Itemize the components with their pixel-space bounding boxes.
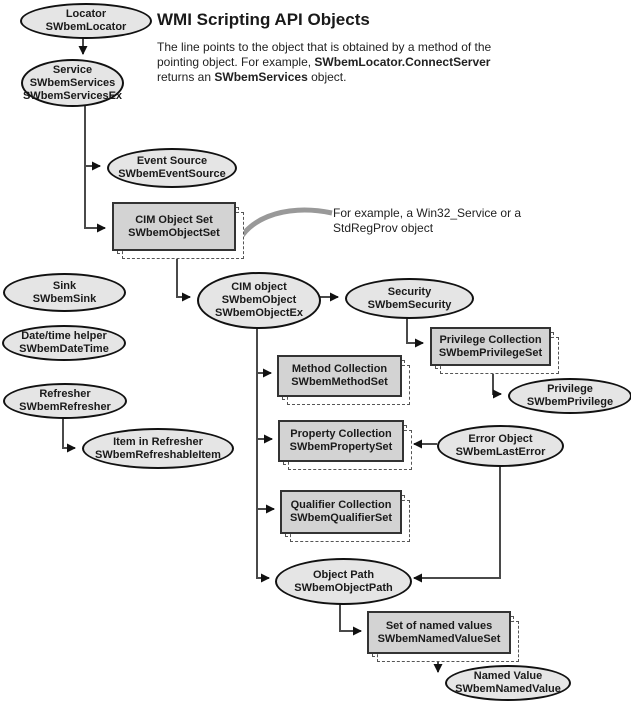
connector-refresher-item	[63, 415, 75, 448]
node-label: Set of named values	[385, 619, 493, 632]
node-class: SWbemObjectSet	[128, 226, 220, 239]
node-label: Named Value	[473, 670, 543, 682]
annotation-text: For example, a Win32_Service or a StdRegProv object	[333, 206, 522, 235]
node-class: SWbemPrivilege	[526, 396, 614, 408]
node-label: Method Collection	[291, 363, 388, 375]
node-named-value-set	[367, 611, 511, 654]
node-label: Error Object	[468, 433, 533, 445]
node-method-collection	[277, 355, 402, 397]
node-privilege	[508, 378, 631, 414]
node-label: Privilege	[547, 383, 593, 395]
page-title: WMI Scripting API Objects	[157, 10, 370, 29]
description-bold: SWbemLocator.ConnectServer	[314, 55, 491, 69]
node-privilege-collection	[430, 327, 551, 366]
node-label: CIM object	[231, 281, 287, 293]
node-class: SWbemDateTime	[19, 343, 109, 355]
node-label: Locator	[65, 8, 107, 20]
node-label: Event Source	[136, 155, 208, 167]
node-class: SWbemPrivilegeSet	[438, 346, 543, 359]
node-class: SWbemMethodSet	[291, 376, 388, 388]
node-refresher	[3, 383, 127, 419]
node-object-path	[275, 558, 412, 605]
node-item-in-refresher	[82, 428, 234, 469]
node-label: Qualifier Collection	[290, 499, 392, 511]
node-class: SWbemObjectEx	[214, 307, 304, 319]
node-error-object	[437, 425, 564, 467]
node-label: Security	[387, 285, 432, 298]
connector-errorobject-objectpath	[414, 464, 500, 578]
connector-security-privilegecollection	[407, 316, 423, 343]
node-cim-object	[197, 272, 321, 329]
node-class: SWbemNamedValueSet	[377, 632, 501, 645]
node-class: SWbemRefresher	[19, 401, 111, 413]
node-class: SWbemEventSource	[118, 168, 226, 180]
node-class: SWbemObject	[221, 294, 297, 306]
node-class: SWbemServicesEx	[22, 89, 123, 102]
node-label: Date/time helper	[21, 330, 107, 342]
node-class: SWbemSecurity	[367, 298, 452, 311]
node-class: SWbemLocator	[45, 21, 127, 33]
node-named-value	[445, 665, 571, 701]
node-label: Property Collection	[290, 428, 392, 440]
node-event-source	[107, 148, 237, 188]
description	[157, 40, 519, 85]
description-text: returns an	[157, 70, 215, 84]
node-class: SWbemSink	[32, 292, 97, 305]
node-label: Item in Refresher	[113, 435, 203, 448]
node-class: SWbemServices	[29, 76, 116, 89]
node-class: SWbemPropertySet	[289, 441, 393, 453]
connector-objectpath-namedvalueset	[340, 601, 361, 631]
node-sink	[3, 273, 126, 312]
node-qualifier-collection	[280, 490, 402, 534]
node-class: SWbemNamedValue	[455, 683, 561, 695]
node-property-collection	[278, 420, 404, 462]
node-label: Privilege Collection	[439, 333, 542, 346]
description-text: object.	[307, 70, 347, 84]
description-bold: SWbemServices	[214, 70, 308, 84]
connector-cimobject-objectpath	[257, 326, 269, 578]
node-cim-object-set	[112, 202, 236, 251]
node-class: SWbemObjectPath	[294, 581, 393, 594]
node-class: SWbemRefreshableItem	[95, 448, 221, 461]
node-class: SWbemQualifierSet	[289, 512, 393, 524]
node-class: SWbemLastError	[455, 446, 546, 458]
description-text: The line points to the object that is obtained by a method of the pointing object. For example,	[157, 40, 492, 69]
node-security	[345, 278, 474, 319]
node-label: Service	[52, 63, 93, 76]
node-locator	[20, 3, 152, 39]
node-datetime-helper	[2, 325, 126, 361]
node-label: Sink	[52, 279, 77, 292]
node-label: CIM Object Set	[135, 213, 213, 226]
annotation-arrow	[234, 210, 332, 253]
node-label: Object Path	[312, 568, 375, 581]
node-service	[21, 59, 124, 107]
node-label: Refresher	[39, 388, 91, 400]
